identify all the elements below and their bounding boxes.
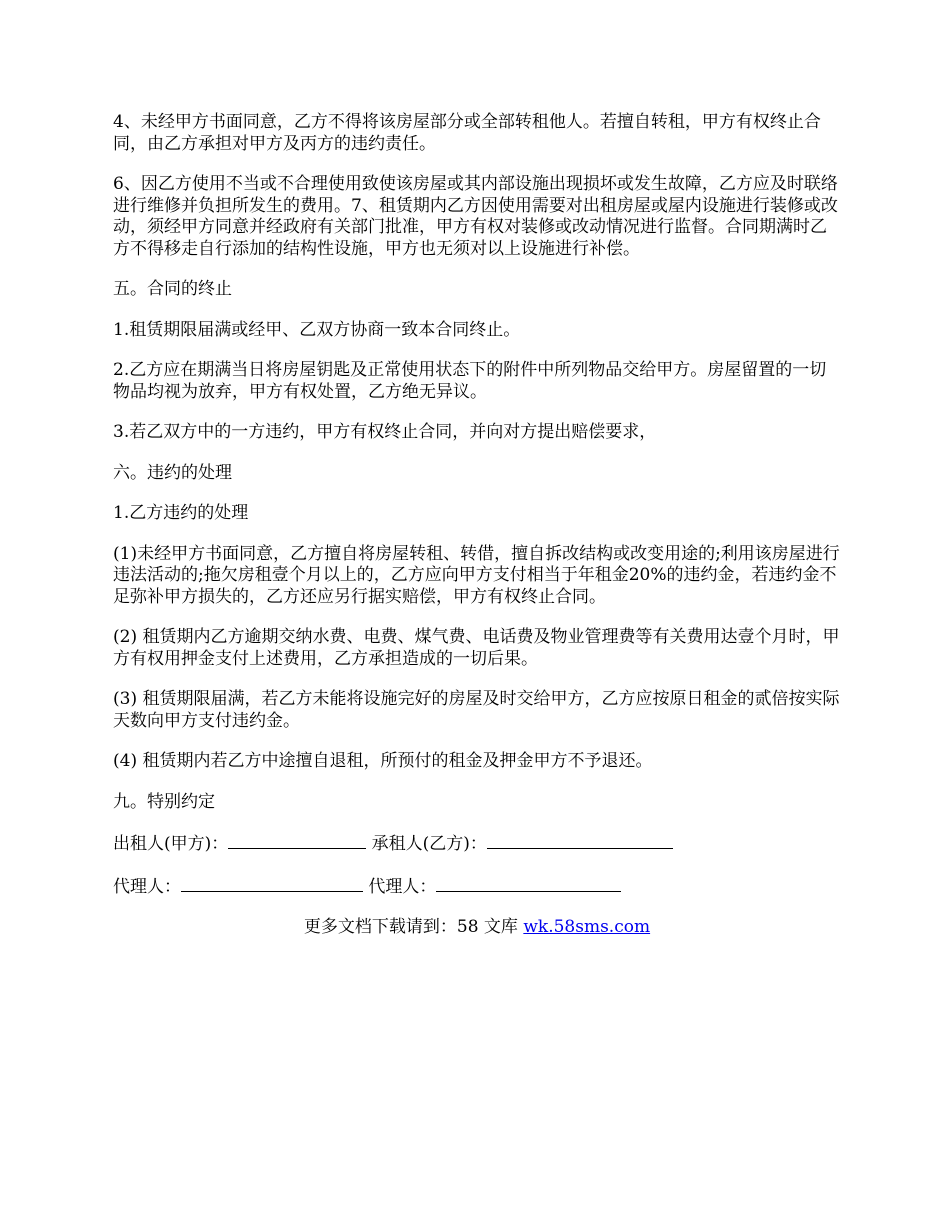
footer-prefix: 更多文档下载请到：58 文库	[303, 917, 524, 937]
signature-line-parties	[113, 832, 841, 856]
footer	[113, 917, 841, 939]
agent-signature-blank-lessor[interactable]	[181, 875, 363, 892]
lessor-signature-blank[interactable]	[228, 832, 366, 849]
lessor-label: 出租人(甲方)：	[113, 834, 229, 854]
clause-paragraph: 6、因乙方使用不当或不合理使用致使该房屋或其内部设施出现损坏或发生故障，乙方应及时联络进行维修并负担所发生的费用。7、租赁期内乙方因使用需要对出租房屋或屋内设施进行装修或改动，须经甲方同意并经政府有关部门批准，甲方有权对装修或改动情况进行监督。合同期满时乙方不得移走自行添加的结构性设施，甲方也无须对以上设施进行补偿。	[113, 174, 838, 259]
clause-paragraph: 1.租赁期限届满或经甲、乙双方协商一致本合同终止。	[113, 319, 521, 340]
clause-paragraph: (2) 租赁期内乙方逾期交纳水费、电费、煤气费、电话费及物业管理费等有关费用达壹个月时，甲方有权用押金支付上述费用，乙方承担造成的一切后果。	[113, 627, 840, 669]
agent-label-lessee: 代理人：	[368, 876, 437, 897]
lessee-signature-blank[interactable]	[487, 832, 673, 849]
clause-paragraph: 4、未经甲方书面同意，乙方不得将该房屋部分或全部转租他人。若擅自转租，甲方有权终止合同，由乙方承担对甲方及丙方的违约责任。	[113, 112, 821, 154]
subsection-heading: 1.乙方违约的处理	[113, 503, 249, 523]
clause-paragraph: 3.若乙双方中的一方违约，甲方有权终止合同，并向对方提出赔偿要求，	[113, 422, 657, 442]
clause-paragraph: 2.乙方应在期满当日将房屋钥匙及正常使用状态下的附件中所列物品交给甲方。房屋留置的一切物品均视为放弃，甲方有权处置，乙方绝无异议。	[113, 360, 827, 402]
signature-line-agents	[113, 875, 841, 899]
agent-signature-blank-lessee[interactable]	[436, 875, 621, 892]
section-heading: 五。合同的终止	[113, 279, 232, 299]
clause-paragraph: (1)未经甲方书面同意，乙方擅自将房屋转租、转借，擅自拆改结构或改变用途的;利用该房屋进行违法活动的;拖欠房租壹个月以上的，乙方应向甲方支付相当于年租金20%的违约金，若违约金不足弥补甲方损失的，乙方还应另行据实赔偿，甲方有权终止合同。	[113, 543, 840, 607]
section-heading: 六。违约的处理	[113, 462, 232, 483]
clause-paragraph: (4) 租赁期内若乙方中途擅自退租，所预付的租金及押金甲方不予退还。	[113, 751, 653, 771]
agent-label-lessor: 代理人：	[113, 876, 181, 897]
clause-paragraph: (3) 租赁期限届满，若乙方未能将设施完好的房屋及时交给甲方，乙方应按原日租金的贰倍按实际天数向甲方支付违约金。	[113, 689, 840, 731]
footer-link[interactable]: wk.58sms.com	[523, 917, 651, 937]
lessee-label: 承租人(乙方)：	[371, 834, 487, 854]
section-heading: 九。特别约定	[113, 791, 215, 812]
document-body	[113, 112, 841, 939]
